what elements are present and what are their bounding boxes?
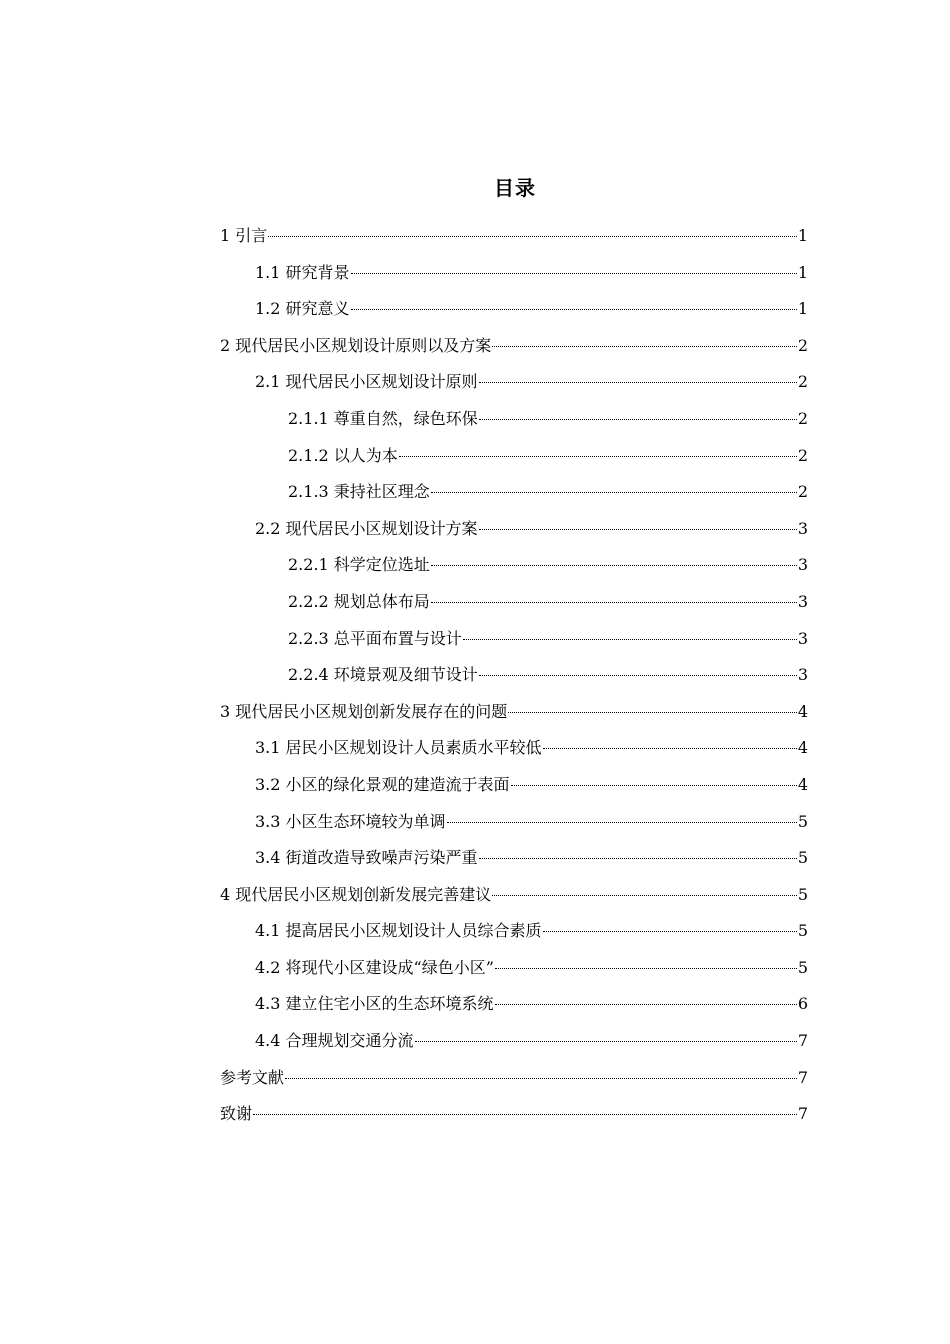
dot-leader	[495, 1004, 797, 1005]
dot-leader	[479, 382, 797, 383]
toc-entry-label: 4.1 提高居民小区规划设计人员综合素质	[255, 921, 542, 941]
toc-entry-page-number: 4	[797, 774, 808, 794]
toc-entry[interactable]	[220, 368, 808, 405]
toc-entry[interactable]	[220, 588, 808, 625]
dot-leader	[492, 895, 797, 896]
toc-entry-label: 3.4 街道改造导致噪声污染严重	[255, 848, 478, 868]
toc-entry-page-number: 7	[797, 1104, 808, 1124]
dot-leader	[511, 785, 797, 786]
dot-leader	[508, 712, 797, 713]
toc-entry-page-number: 6	[797, 994, 808, 1014]
toc-entry-label: 致谢	[220, 1104, 253, 1124]
toc-entry[interactable]	[220, 551, 808, 588]
toc-entry-label: 3.3 小区生态环境较为单调	[255, 811, 446, 831]
toc-entry-label: 2.2.3 总平面布置与设计	[288, 628, 462, 648]
toc-entry[interactable]	[220, 990, 808, 1027]
toc-entry-label: 2.2.1 科学定位选址	[288, 555, 430, 575]
toc-entry-label: 3.2 小区的绿化景观的建造流于表面	[255, 774, 510, 794]
toc-entry[interactable]	[220, 478, 808, 515]
toc-entry-page-number: 4	[797, 701, 808, 721]
toc-title: 目录	[494, 176, 536, 200]
toc-entry-label: 2.1.1 尊重自然，绿色环保	[288, 408, 478, 428]
toc-entry[interactable]	[220, 954, 808, 991]
toc-entry-label: 1.2 研究意义	[255, 299, 350, 319]
toc-entry-page-number: 2	[797, 335, 808, 355]
dot-leader	[543, 931, 797, 932]
toc-entry[interactable]	[220, 1027, 808, 1064]
toc-entry[interactable]	[220, 771, 808, 808]
dot-leader	[253, 1114, 797, 1115]
toc-entry-page-number: 3	[797, 591, 808, 611]
toc-entry-label: 1.1 研究背景	[255, 262, 350, 282]
toc-entry-page-number: 3	[797, 555, 808, 575]
toc-entry-page-number: 2	[797, 408, 808, 428]
toc-entry-label: 参考文献	[220, 1067, 285, 1087]
toc-entry-page-number: 5	[797, 884, 808, 904]
dot-leader	[479, 858, 797, 859]
toc-entry-page-number: 5	[797, 957, 808, 977]
toc-entry-label: 4.2 将现代小区建设成“绿色小区”	[255, 957, 494, 977]
toc-entry-page-number: 2	[797, 445, 808, 465]
toc-entry-label: 4.3 建立住宅小区的生态环境系统	[255, 994, 494, 1014]
toc-entry-label: 4 现代居民小区规划创新发展完善建议	[220, 884, 492, 904]
toc-entry[interactable]	[220, 808, 808, 845]
toc-entry[interactable]	[220, 442, 808, 479]
toc-entry[interactable]	[220, 661, 808, 698]
dot-leader	[431, 602, 797, 603]
toc-entry-page-number: 3	[797, 628, 808, 648]
toc-entry-label: 2.1 现代居民小区规划设计原则	[255, 372, 478, 392]
toc-entry-page-number: 2	[797, 372, 808, 392]
toc-entry-label: 3 现代居民小区规划创新发展存在的问题	[220, 701, 508, 721]
dot-leader	[463, 639, 797, 640]
toc-entry-page-number: 7	[797, 1067, 808, 1087]
dot-leader	[479, 675, 797, 676]
toc-entry-page-number: 3	[797, 665, 808, 685]
toc-entry[interactable]	[220, 405, 808, 442]
toc-entry[interactable]	[220, 625, 808, 662]
toc-entry-page-number: 5	[797, 848, 808, 868]
toc-entry-page-number: 4	[797, 738, 808, 758]
toc-entry-page-number: 2	[797, 482, 808, 502]
toc-entry[interactable]	[220, 698, 808, 735]
toc-entry[interactable]	[220, 917, 808, 954]
dot-leader	[285, 1078, 797, 1079]
toc-entry-label: 2.1.2 以人为本	[288, 445, 398, 465]
toc-entry[interactable]	[220, 222, 808, 259]
toc-entry[interactable]	[220, 295, 808, 332]
toc-entry[interactable]	[220, 1100, 808, 1137]
toc-entry-page-number: 5	[797, 921, 808, 941]
toc-entry-page-number: 3	[797, 518, 808, 538]
dot-leader	[447, 822, 797, 823]
toc-entry-label: 2.2 现代居民小区规划设计方案	[255, 518, 478, 538]
dot-leader	[479, 529, 797, 530]
toc-entry-label: 2.2.4 环境景观及细节设计	[288, 665, 478, 685]
toc-entry[interactable]	[220, 844, 808, 881]
toc-entry[interactable]	[220, 259, 808, 296]
toc-entry-label: 2 现代居民小区规划设计原则以及方案	[220, 335, 492, 355]
toc-entry-page-number: 1	[797, 226, 808, 245]
toc-entry-page-number: 1	[797, 262, 808, 282]
table-of-contents	[220, 222, 808, 1137]
toc-entry-page-number: 7	[797, 1031, 808, 1051]
dot-leader	[351, 309, 797, 310]
toc-entry[interactable]	[220, 1064, 808, 1101]
dot-leader	[543, 748, 797, 749]
dot-leader	[495, 968, 797, 969]
dot-leader	[431, 565, 797, 566]
toc-entry-label: 2.1.3 秉持社区理念	[288, 482, 430, 502]
toc-entry-label: 4.4 合理规划交通分流	[255, 1031, 414, 1051]
toc-entry[interactable]	[220, 734, 808, 771]
toc-entry[interactable]	[220, 332, 808, 369]
toc-entry-page-number: 1	[797, 299, 808, 319]
dot-leader	[415, 1041, 797, 1042]
dot-leader	[479, 419, 797, 420]
dot-leader	[351, 273, 797, 274]
dot-leader	[431, 492, 797, 493]
toc-entry[interactable]	[220, 515, 808, 552]
toc-entry-label: 3.1 居民小区规划设计人员素质水平较低	[255, 738, 542, 758]
toc-entry[interactable]	[220, 881, 808, 918]
toc-entry-label: 1 引言	[220, 226, 268, 245]
toc-entry-label: 2.2.2 规划总体布局	[288, 591, 430, 611]
toc-entry-page-number: 5	[797, 811, 808, 831]
dot-leader	[492, 346, 797, 347]
dot-leader	[268, 236, 797, 237]
dot-leader	[399, 456, 797, 457]
